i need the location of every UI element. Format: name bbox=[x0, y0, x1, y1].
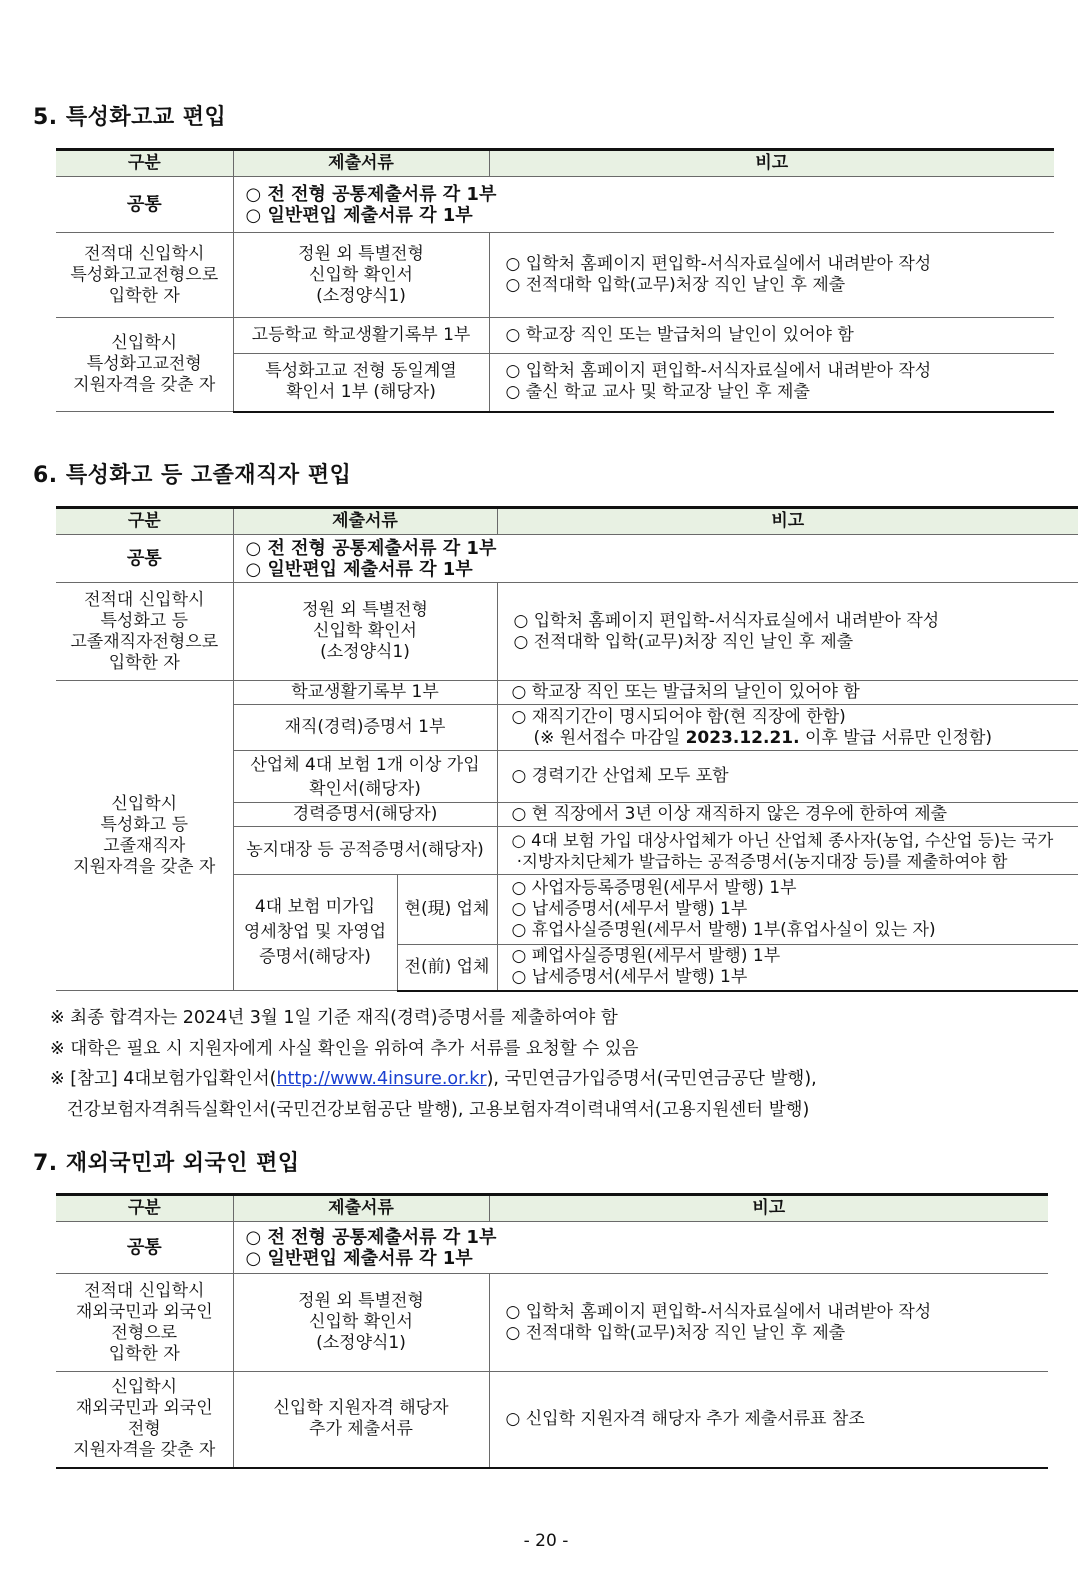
section-5-title: 5. 특성화고교 편입 bbox=[33, 105, 227, 130]
row-category: 전적대 신입학시 특성화고교전형으로 입학한 자 bbox=[56, 233, 233, 318]
row-remark: ○ 폐업사실증명원(세무서 발행) 1부 ○ 납세증명서(세무서 발행) 1부 bbox=[497, 945, 1078, 991]
common-docs: ○ 전 전형 공통제출서류 각 1부 ○ 일반편입 제출서류 각 1부 bbox=[233, 177, 1054, 233]
common-label: 공통 bbox=[56, 1222, 233, 1274]
note-3: ※ [참고] 4대보험가입확인서(http://www.4insure.or.kr), 국민연금가입증명서(국민연금공단 발행), bbox=[50, 1069, 817, 1089]
row-remark: ○ 입학처 홈페이지 편입학-서식자료실에서 내려받아 작성 ○ 전적대학 입학(교무)처장 직인 날인 후 제출 bbox=[497, 583, 1078, 681]
note-1: ※ 최종 합격자는 2024년 3월 1일 기준 재직(경력)증명서를 제출하여야 함 bbox=[50, 1008, 618, 1028]
table-row bbox=[56, 1274, 1048, 1372]
row-document: 고등학교 학교생활기록부 1부 bbox=[233, 318, 489, 354]
row-document: 경력증명서(해당자) bbox=[233, 803, 497, 827]
row-category: 신입학시 재외국민과 외국인 전형 지원자격을 갖춘 자 bbox=[56, 1372, 233, 1468]
row-document: 농지대장 등 공적증명서(해당자) bbox=[233, 827, 497, 875]
table-header-row bbox=[56, 150, 1054, 177]
section-5-table bbox=[56, 148, 1054, 413]
row-document: 특성화고교 전형 동일계열 확인서 1부 (해당자) bbox=[233, 354, 489, 412]
table-row bbox=[56, 318, 1054, 354]
row-document: 산업체 4대 보험 1개 이상 가입 확인서(해당자) bbox=[233, 751, 497, 803]
row-document: 4대 보험 미가입 영세창업 및 자영업 증명서(해당자) bbox=[233, 875, 397, 991]
table-row bbox=[56, 233, 1054, 318]
notes bbox=[50, 1003, 1070, 1125]
common-label: 공통 bbox=[56, 535, 233, 583]
row-category: 신입학시 특성화고 등 고졸재직자 지원자격을 갖춘 자 bbox=[56, 681, 233, 991]
row-remark: ○ 현 직장에서 3년 이상 재직하지 않은 경우에 한하여 제출 bbox=[497, 803, 1078, 827]
header-remarks: 비고 bbox=[489, 1195, 1048, 1222]
table-row bbox=[56, 1372, 1048, 1468]
row-remark: ○ 학교장 직인 또는 발급처의 날인이 있어야 함 bbox=[497, 681, 1078, 705]
row-subcategory: 현(現) 업체 bbox=[397, 875, 497, 945]
page-number: - 20 - bbox=[523, 1531, 569, 1551]
row-document: 재직(경력)증명서 1부 bbox=[233, 705, 497, 751]
row-subcategory: 전(前) 업체 bbox=[397, 945, 497, 991]
section-7-table bbox=[56, 1193, 1048, 1469]
common-docs: ○ 전 전형 공통제출서류 각 1부 ○ 일반편입 제출서류 각 1부 bbox=[233, 535, 1078, 583]
row-remark: ○ 경력기간 산업체 모두 포함 bbox=[497, 751, 1078, 803]
row-category: 전적대 신입학시 특성화고 등 고졸재직자전형으로 입학한 자 bbox=[56, 583, 233, 681]
table-header-row bbox=[56, 508, 1078, 535]
table-row bbox=[56, 177, 1054, 233]
row-remark: ○ 신입학 지원자격 해당자 추가 제출서류표 참조 bbox=[489, 1372, 1048, 1468]
table-row bbox=[56, 535, 1078, 583]
row-remark: ○ 4대 보험 가입 대상사업체가 아닌 산업체 종사자(농업, 수산업 등)는 국가 ·지방자치단체가 발급하는 공적증명서(농지대장 등)를 제출하여야 함 bbox=[497, 827, 1078, 875]
section-6-title: 6. 특성화고 등 고졸재직자 편입 bbox=[33, 463, 352, 488]
header-category: 구분 bbox=[56, 508, 233, 535]
table-row bbox=[56, 583, 1078, 681]
row-remark: ○ 입학처 홈페이지 편입학-서식자료실에서 내려받아 작성 ○ 출신 학교 교사 및 학교장 날인 후 제출 bbox=[489, 354, 1054, 412]
table-row bbox=[56, 681, 1078, 705]
header-documents: 제출서류 bbox=[233, 150, 489, 177]
row-document: 신입학 지원자격 해당자 추가 제출서류 bbox=[233, 1372, 489, 1468]
header-documents: 제출서류 bbox=[233, 1195, 489, 1222]
row-document: 학교생활기록부 1부 bbox=[233, 681, 497, 705]
row-remark: ○ 재직기간이 명시되어야 함(현 직장에 한함) (※ 원서접수 마감일 2023.12.21. 이후 발급 서류만 인정함) bbox=[497, 705, 1078, 751]
row-document: 정원 외 특별전형 신입학 확인서 (소정양식1) bbox=[233, 583, 497, 681]
insure-link[interactable]: http://www.4insure.or.kr bbox=[276, 1069, 487, 1089]
common-label: 공통 bbox=[56, 177, 233, 233]
section-7-title: 7. 재외국민과 외국인 편입 bbox=[33, 1151, 300, 1176]
header-documents: 제출서류 bbox=[233, 508, 497, 535]
header-category: 구분 bbox=[56, 1195, 233, 1222]
row-remark: ○ 사업자등록증명원(세무서 발행) 1부 ○ 납세증명서(세무서 발행) 1부 ○ 휴업사실증명원(세무서 발행) 1부(휴업사실이 있는 자) bbox=[497, 875, 1078, 945]
table-header-row bbox=[56, 1195, 1048, 1222]
row-remark: ○ 입학처 홈페이지 편입학-서식자료실에서 내려받아 작성 ○ 전적대학 입학(교무)처장 직인 날인 후 제출 bbox=[489, 1274, 1048, 1372]
row-category: 신입학시 특성화고교전형 지원자격을 갖춘 자 bbox=[56, 318, 233, 412]
header-remarks: 비고 bbox=[497, 508, 1078, 535]
header-category: 구분 bbox=[56, 150, 233, 177]
row-document: 정원 외 특별전형 신입학 확인서 (소정양식1) bbox=[233, 1274, 489, 1372]
note-4: 건강보험자격취득실확인서(국민건강보험공단 발행), 고용보험자격이력내역서(고용지원센터 발행) bbox=[50, 1099, 810, 1120]
header-remarks: 비고 bbox=[489, 150, 1054, 177]
row-remark: ○ 학교장 직인 또는 발급처의 날인이 있어야 함 bbox=[489, 318, 1054, 354]
row-category: 전적대 신입학시 재외국민과 외국인 전형으로 입학한 자 bbox=[56, 1274, 233, 1372]
table-row bbox=[56, 1222, 1048, 1274]
note-2: ※ 대학은 필요 시 지원자에게 사실 확인을 위하여 추가 서류를 요청할 수 있음 bbox=[50, 1038, 639, 1059]
common-docs: ○ 전 전형 공통제출서류 각 1부 ○ 일반편입 제출서류 각 1부 bbox=[233, 1222, 1048, 1274]
section-6-table bbox=[56, 506, 1078, 992]
row-document: 정원 외 특별전형 신입학 확인서 (소정양식1) bbox=[233, 233, 489, 318]
row-remark: ○ 입학처 홈페이지 편입학-서식자료실에서 내려받아 작성 ○ 전적대학 입학(교무)처장 직인 날인 후 제출 bbox=[489, 233, 1054, 318]
